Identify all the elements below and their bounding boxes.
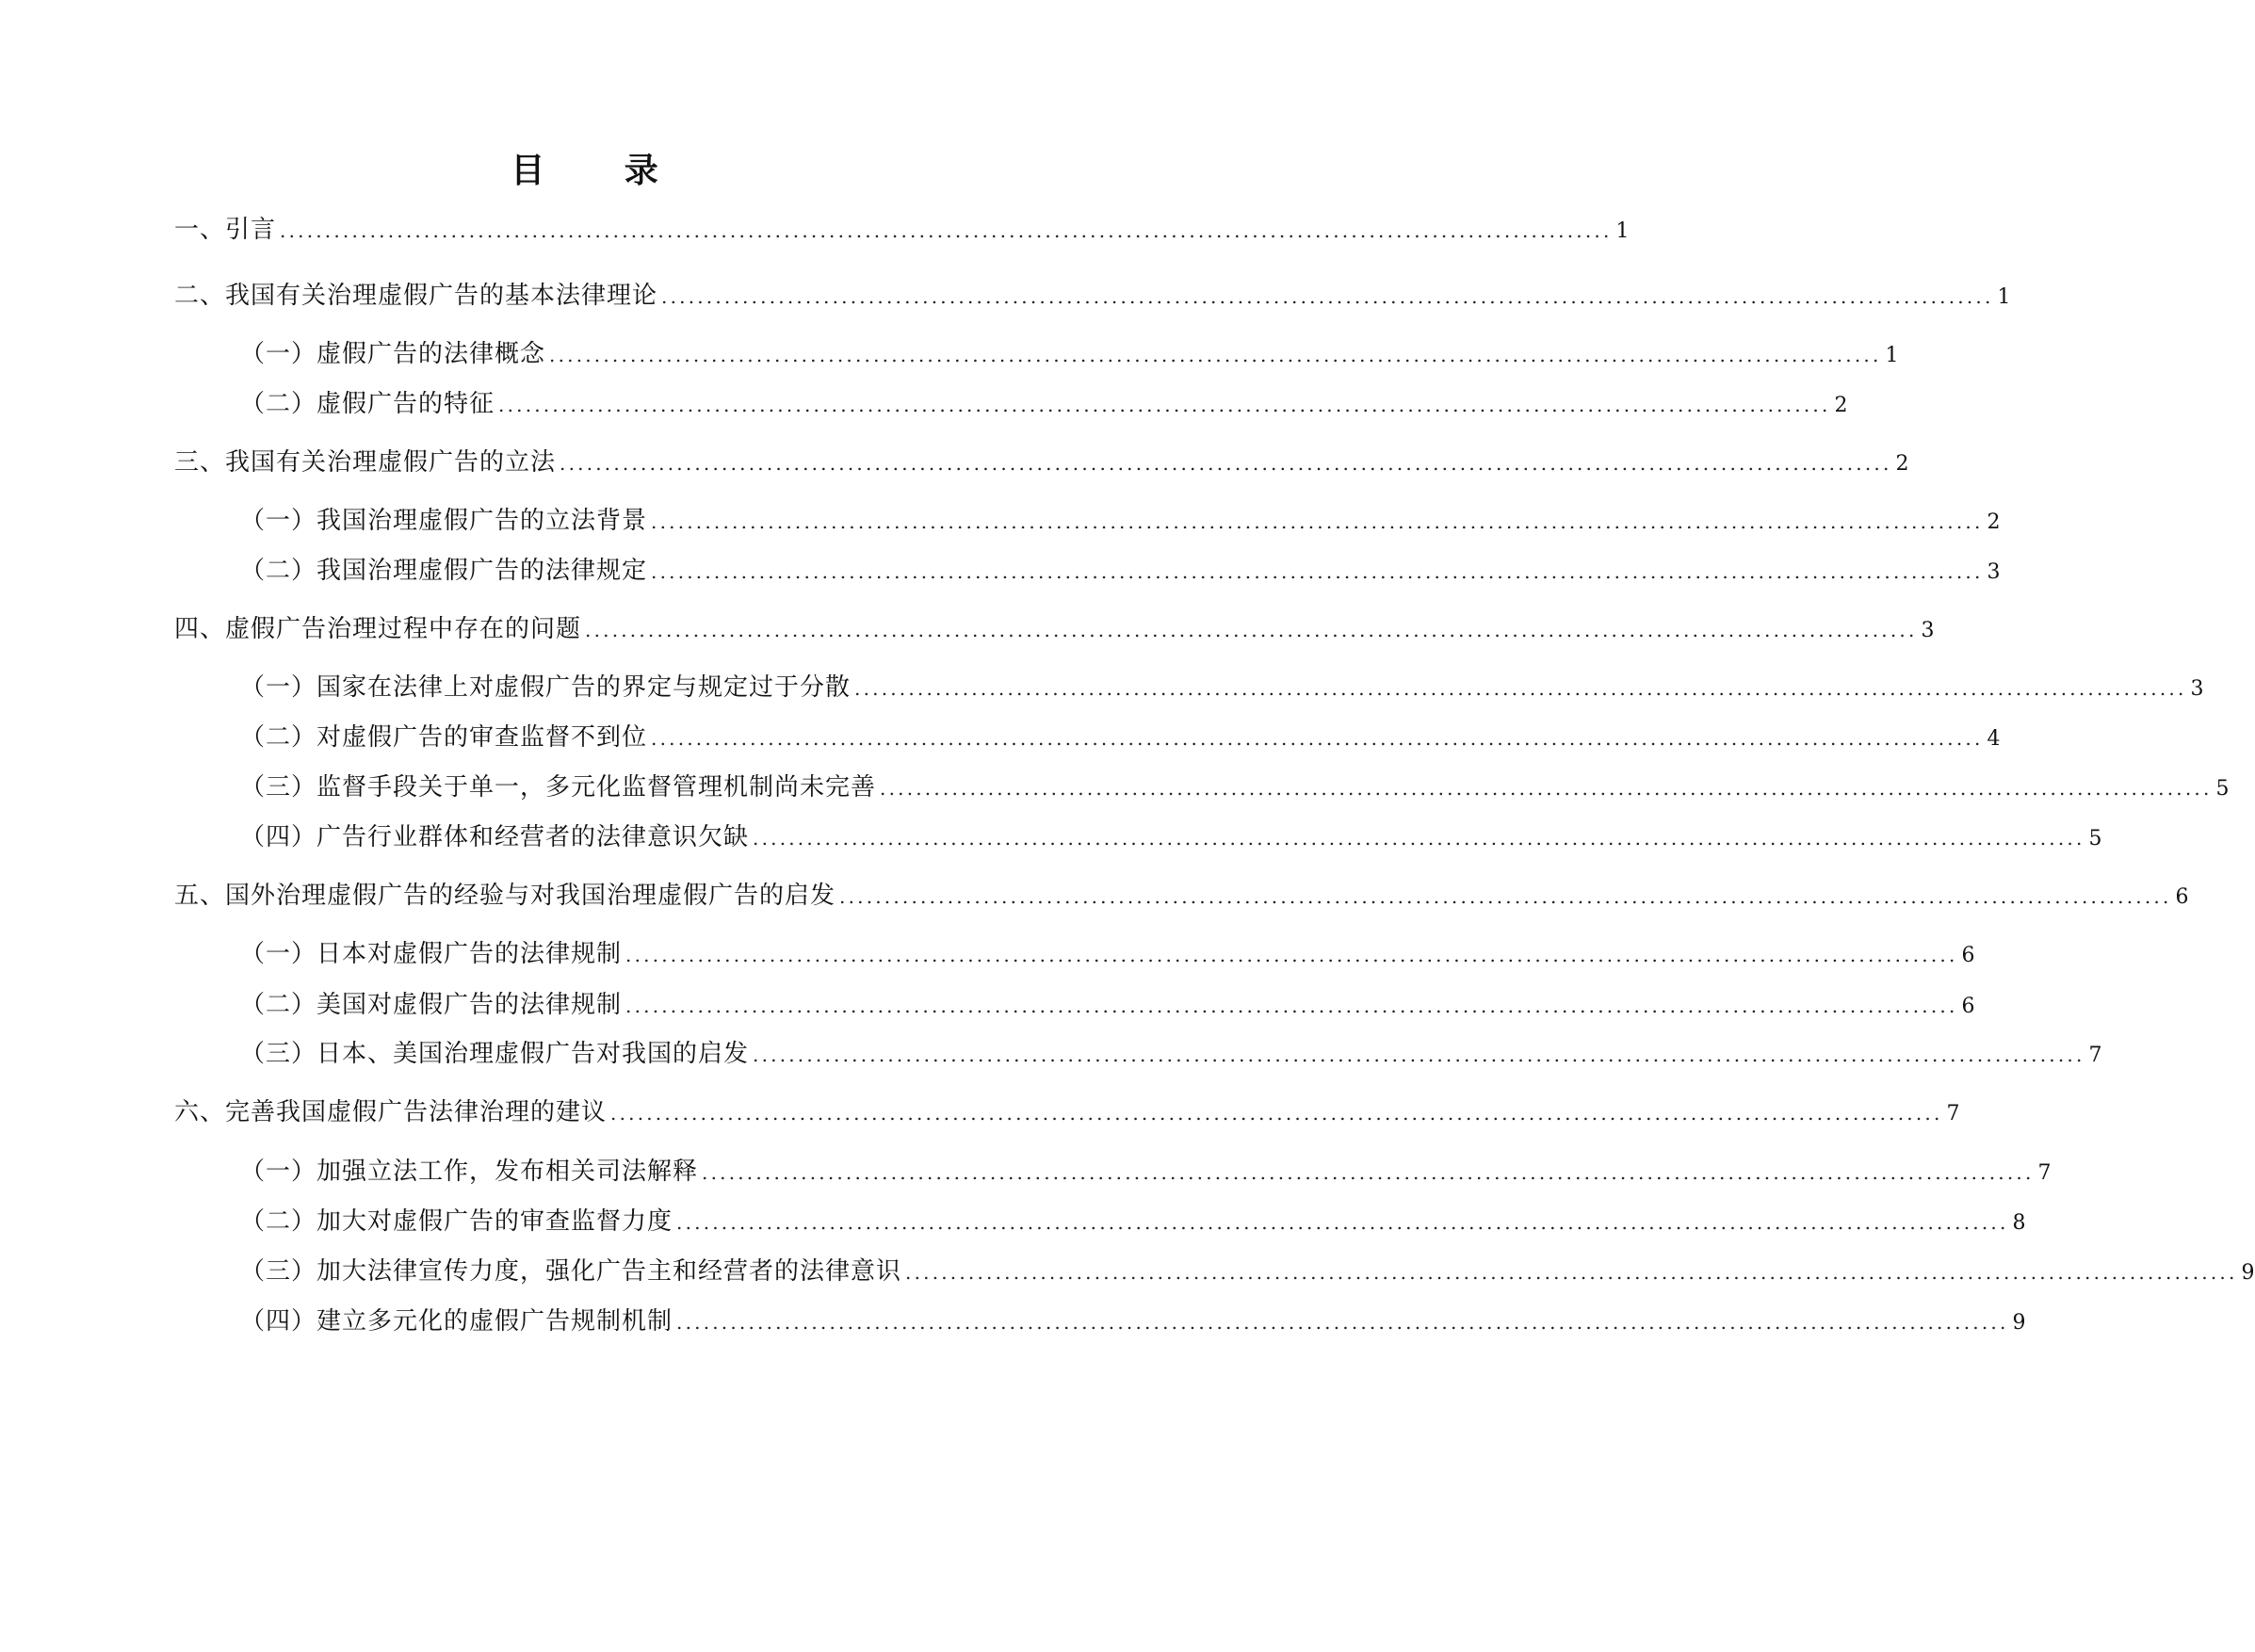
toc-entry-label: 一、引言 bbox=[174, 216, 277, 244]
toc-dot-leader: .................................................................................................................................................... bbox=[651, 510, 1984, 533]
toc-entry[interactable] bbox=[240, 937, 1975, 971]
toc-dot-leader: .................................................................................................................................................... bbox=[661, 285, 1994, 308]
toc-dot-leader: .................................................................................................................................................... bbox=[651, 560, 1984, 583]
toc-entry-label: 六、完善我国虚假广告法律治理的建议 bbox=[174, 1098, 608, 1126]
toc-entry-label: （四）广告行业群体和经营者的法律意识欠缺 bbox=[240, 823, 750, 851]
toc-entry[interactable] bbox=[240, 671, 2204, 705]
toc-entry[interactable] bbox=[240, 820, 2102, 854]
toc-page-number: 3 bbox=[1921, 619, 1935, 642]
toc-page-number: 8 bbox=[2012, 1211, 2026, 1235]
toc-entry[interactable] bbox=[174, 445, 1909, 479]
toc-dot-leader: .................................................................................................................................................... bbox=[651, 727, 1984, 750]
toc-dot-leader: .................................................................................................................................................... bbox=[880, 777, 2213, 800]
toc-dot-leader: .................................................................................................................................................... bbox=[854, 677, 2187, 700]
toc-entry-label: （三）日本、美国治理虚假广告对我国的启发 bbox=[240, 1040, 750, 1068]
toc-page-number: 6 bbox=[1961, 944, 1975, 967]
toc-entry[interactable] bbox=[240, 1205, 2026, 1239]
toc-entry-label: （二）对虚假广告的审查监督不到位 bbox=[240, 723, 648, 752]
toc-dot-leader: .................................................................................................................................................... bbox=[585, 619, 1918, 641]
toc-page-number: 2 bbox=[1987, 510, 2001, 534]
toc-entry-label: 四、虚假广告治理过程中存在的问题 bbox=[174, 615, 582, 643]
toc-page-number: 1 bbox=[1997, 285, 2011, 309]
toc-entry-label: （一）我国治理虚假广告的立法背景 bbox=[240, 507, 648, 535]
toc-page-number: 6 bbox=[2175, 885, 2189, 909]
toc-dot-leader: .................................................................................................................................................... bbox=[753, 827, 2085, 850]
toc-dot-leader: .................................................................................................................................................... bbox=[905, 1261, 2238, 1284]
toc-page-number: 1 bbox=[1885, 344, 1899, 367]
toc-entry-label: 二、我国有关治理虚假广告的基本法律理论 bbox=[174, 282, 658, 310]
toc-page-number: 5 bbox=[2215, 777, 2230, 801]
toc-dot-leader: .................................................................................................................................................... bbox=[549, 344, 1882, 366]
toc-entry[interactable] bbox=[240, 1037, 2102, 1071]
toc-dot-leader: .................................................................................................................................................... bbox=[676, 1311, 2009, 1334]
toc-dot-leader: .................................................................................................................................................... bbox=[610, 1102, 1943, 1125]
toc-entry[interactable] bbox=[174, 612, 1935, 646]
toc-dot-leader: .................................................................................................................................................... bbox=[676, 1211, 2009, 1234]
toc-entry[interactable] bbox=[240, 504, 2001, 538]
toc-dot-leader: .................................................................................................................................................... bbox=[753, 1044, 2085, 1066]
toc-entry[interactable] bbox=[174, 279, 2011, 313]
toc-entry-label: （二）虚假广告的特征 bbox=[240, 390, 495, 418]
toc-entry-label: （三）加大法律宣传力度，强化广告主和经营者的法律意识 bbox=[240, 1257, 902, 1286]
toc-page-number: 2 bbox=[1834, 394, 1848, 417]
toc-entry-label: 五、国外治理虚假广告的经验与对我国治理虚假广告的启发 bbox=[174, 882, 836, 910]
toc-page-number: 9 bbox=[2012, 1311, 2026, 1335]
toc-page-number: 6 bbox=[1961, 995, 1975, 1018]
toc-dot-leader: .................................................................................................................................................... bbox=[560, 452, 1892, 475]
toc-dot-leader: .................................................................................................................................................... bbox=[839, 885, 2172, 908]
toc-dot-leader: .................................................................................................................................................... bbox=[625, 944, 1958, 966]
toc-entry[interactable] bbox=[174, 1095, 1960, 1129]
toc-page-number: 9 bbox=[2241, 1261, 2255, 1285]
toc-page-number: 7 bbox=[1946, 1102, 1960, 1126]
toc-dot-leader: .................................................................................................................................................... bbox=[625, 995, 1958, 1017]
toc-entry[interactable] bbox=[240, 1255, 2255, 1288]
toc-entry[interactable] bbox=[240, 387, 1848, 421]
toc-entry[interactable] bbox=[240, 770, 2230, 804]
toc-entry[interactable] bbox=[240, 554, 2001, 588]
toc-page-number: 3 bbox=[1987, 560, 2001, 584]
toc-entry-label: 三、我国有关治理虚假广告的立法 bbox=[174, 448, 557, 477]
toc-entry-label: （二）美国对虚假广告的法律规制 bbox=[240, 991, 623, 1019]
toc-entry-label: （三）监督手段关于单一，多元化监督管理机制尚未完善 bbox=[240, 773, 877, 802]
toc-entry[interactable] bbox=[240, 1304, 2026, 1338]
toc-page-number: 3 bbox=[2190, 677, 2204, 701]
toc-page-number: 5 bbox=[2088, 827, 2102, 850]
page-title: 目 录 bbox=[511, 152, 692, 190]
toc-entry[interactable] bbox=[240, 337, 1899, 371]
toc-entry[interactable] bbox=[174, 879, 2189, 913]
toc-entry-label: （一）虚假广告的法律概念 bbox=[240, 340, 546, 368]
toc-dot-leader: .................................................................................................................................................... bbox=[702, 1161, 2035, 1184]
toc-page-number: 1 bbox=[1615, 219, 1630, 243]
toc-entry-label: （二）我国治理虚假广告的法律规定 bbox=[240, 557, 648, 585]
toc-entry[interactable] bbox=[174, 213, 1630, 247]
toc-page-number: 2 bbox=[1895, 452, 1909, 476]
toc-entry-label: （一）国家在法律上对虚假广告的界定与规定过于分散 bbox=[240, 673, 852, 702]
toc-entry[interactable] bbox=[240, 721, 2001, 754]
toc-entry[interactable] bbox=[240, 1155, 2052, 1189]
toc-page-number: 4 bbox=[1987, 727, 2001, 751]
toc-entry-label: （二）加大对虚假广告的审查监督力度 bbox=[240, 1207, 673, 1236]
toc-page-number: 7 bbox=[2088, 1044, 2102, 1067]
toc-dot-leader: .................................................................................................................................................... bbox=[280, 219, 1613, 242]
toc-page-number: 7 bbox=[2037, 1161, 2052, 1185]
toc-entry[interactable] bbox=[240, 988, 1975, 1022]
toc-dot-leader: .................................................................................................................................................... bbox=[498, 394, 1831, 416]
toc-entry-label: （一）加强立法工作，发布相关司法解释 bbox=[240, 1158, 699, 1186]
toc-entry-label: （一）日本对虚假广告的法律规制 bbox=[240, 940, 623, 968]
toc-entry-label: （四）建立多元化的虚假广告规制机制 bbox=[240, 1307, 673, 1336]
